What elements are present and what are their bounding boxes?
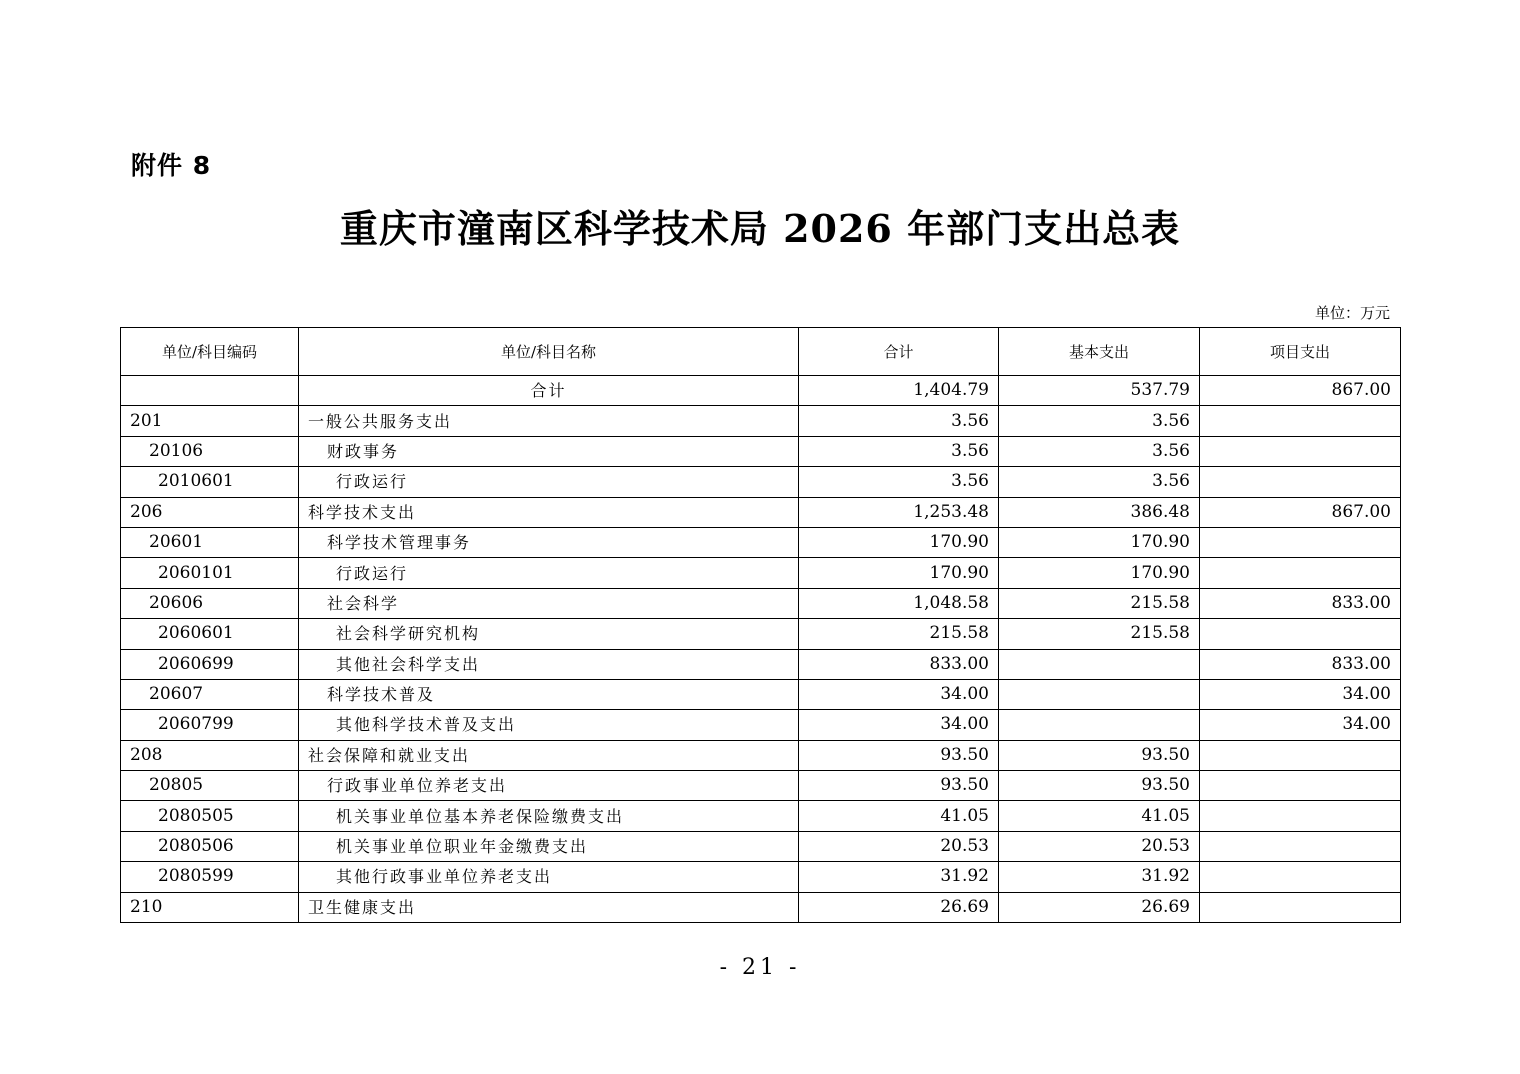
table-row [121, 467, 1401, 497]
cell-project [1200, 436, 1401, 466]
cell-code: 2080599 [121, 862, 299, 892]
cell-code: 2060799 [121, 710, 299, 740]
header-code: 单位/科目编码 [121, 328, 299, 376]
cell-project [1200, 467, 1401, 497]
table-row [121, 831, 1401, 861]
cell-total: 170.90 [799, 558, 999, 588]
cell-project: 34.00 [1200, 710, 1401, 740]
cell-total: 3.56 [799, 436, 999, 466]
cell-name: 一般公共服务支出 [299, 406, 799, 436]
unit-label: 单位：万元 [1314, 304, 1390, 322]
cell-project: 34.00 [1200, 679, 1401, 709]
table-row [121, 771, 1401, 801]
cell-code: 20106 [121, 436, 299, 466]
cell-project [1200, 771, 1401, 801]
cell-project: 867.00 [1200, 497, 1401, 527]
cell-code: 20607 [121, 679, 299, 709]
cell-name: 社会科学研究机构 [299, 619, 799, 649]
table-row [121, 619, 1401, 649]
table-row [121, 710, 1401, 740]
cell-project [1200, 831, 1401, 861]
cell-basic: 3.56 [999, 406, 1200, 436]
table-row [121, 801, 1401, 831]
cell-name: 其他行政事业单位养老支出 [299, 862, 799, 892]
cell-total: 215.58 [799, 619, 999, 649]
cell-code: 201 [121, 406, 299, 436]
cell-code: 2080506 [121, 831, 299, 861]
table-row [121, 588, 1401, 618]
cell-name: 社会保障和就业支出 [299, 740, 799, 770]
table-header-row [121, 328, 1401, 376]
cell-basic: 31.92 [999, 862, 1200, 892]
table-row [121, 740, 1401, 770]
page-title: 重庆市潼南区科学技术局 2026 年部门支出总表 [339, 206, 1181, 251]
cell-project [1200, 558, 1401, 588]
cell-total: 833.00 [799, 649, 999, 679]
cell-name: 卫生健康支出 [299, 892, 799, 922]
cell-project [1200, 619, 1401, 649]
cell-basic: 537.79 [999, 376, 1200, 406]
cell-total: 1,404.79 [799, 376, 999, 406]
table-body [121, 376, 1401, 923]
cell-total: 20.53 [799, 831, 999, 861]
cell-basic: 93.50 [999, 771, 1200, 801]
cell-basic [999, 679, 1200, 709]
cell-name: 科学技术普及 [299, 679, 799, 709]
cell-name: 科学技术管理事务 [299, 527, 799, 557]
cell-code: 2060699 [121, 649, 299, 679]
cell-code: 2080505 [121, 801, 299, 831]
cell-code [121, 376, 299, 406]
table-row [121, 649, 1401, 679]
cell-name: 其他社会科学支出 [299, 649, 799, 679]
cell-basic: 3.56 [999, 436, 1200, 466]
attachment-label: 附件 8 [131, 151, 212, 180]
cell-project [1200, 892, 1401, 922]
cell-basic: 170.90 [999, 558, 1200, 588]
cell-code: 20805 [121, 771, 299, 801]
cell-basic: 215.58 [999, 619, 1200, 649]
cell-project: 833.00 [1200, 588, 1401, 618]
header-project: 项目支出 [1200, 328, 1401, 376]
cell-project: 867.00 [1200, 376, 1401, 406]
cell-name: 行政运行 [299, 467, 799, 497]
cell-total: 3.56 [799, 406, 999, 436]
cell-name: 科学技术支出 [299, 497, 799, 527]
cell-project [1200, 527, 1401, 557]
cell-project [1200, 801, 1401, 831]
cell-name: 机关事业单位基本养老保险缴费支出 [299, 801, 799, 831]
cell-name: 行政事业单位养老支出 [299, 771, 799, 801]
table-row [121, 376, 1401, 406]
header-total: 合计 [799, 328, 999, 376]
cell-name: 社会科学 [299, 588, 799, 618]
cell-total: 34.00 [799, 710, 999, 740]
cell-basic: 386.48 [999, 497, 1200, 527]
cell-total: 3.56 [799, 467, 999, 497]
cell-total: 1,253.48 [799, 497, 999, 527]
cell-code: 208 [121, 740, 299, 770]
cell-name: 行政运行 [299, 558, 799, 588]
cell-total: 41.05 [799, 801, 999, 831]
cell-basic [999, 649, 1200, 679]
cell-code: 206 [121, 497, 299, 527]
cell-total: 93.50 [799, 771, 999, 801]
cell-project [1200, 862, 1401, 892]
cell-code: 2060101 [121, 558, 299, 588]
table-row [121, 406, 1401, 436]
cell-total: 26.69 [799, 892, 999, 922]
cell-basic: 170.90 [999, 527, 1200, 557]
cell-total: 1,048.58 [799, 588, 999, 618]
cell-basic: 41.05 [999, 801, 1200, 831]
table-row [121, 558, 1401, 588]
cell-basic: 20.53 [999, 831, 1200, 861]
table-row [121, 679, 1401, 709]
cell-total: 93.50 [799, 740, 999, 770]
table-row [121, 436, 1401, 466]
cell-code: 2060601 [121, 619, 299, 649]
cell-total: 34.00 [799, 679, 999, 709]
cell-name: 合计 [299, 376, 799, 406]
cell-code: 2010601 [121, 467, 299, 497]
cell-basic: 93.50 [999, 740, 1200, 770]
table-row [121, 527, 1401, 557]
cell-basic: 3.56 [999, 467, 1200, 497]
cell-code: 210 [121, 892, 299, 922]
page-number: - 21 - [719, 955, 801, 980]
expenditure-table [120, 327, 1401, 923]
table-row [121, 892, 1401, 922]
cell-basic: 26.69 [999, 892, 1200, 922]
cell-basic [999, 710, 1200, 740]
cell-total: 170.90 [799, 527, 999, 557]
cell-code: 20606 [121, 588, 299, 618]
cell-name: 其他科学技术普及支出 [299, 710, 799, 740]
cell-total: 31.92 [799, 862, 999, 892]
cell-project [1200, 406, 1401, 436]
cell-basic: 215.58 [999, 588, 1200, 618]
cell-project: 833.00 [1200, 649, 1401, 679]
header-basic: 基本支出 [999, 328, 1200, 376]
cell-code: 20601 [121, 527, 299, 557]
cell-name: 机关事业单位职业年金缴费支出 [299, 831, 799, 861]
header-name: 单位/科目名称 [299, 328, 799, 376]
table-row [121, 862, 1401, 892]
cell-project [1200, 740, 1401, 770]
cell-name: 财政事务 [299, 436, 799, 466]
table-row [121, 497, 1401, 527]
